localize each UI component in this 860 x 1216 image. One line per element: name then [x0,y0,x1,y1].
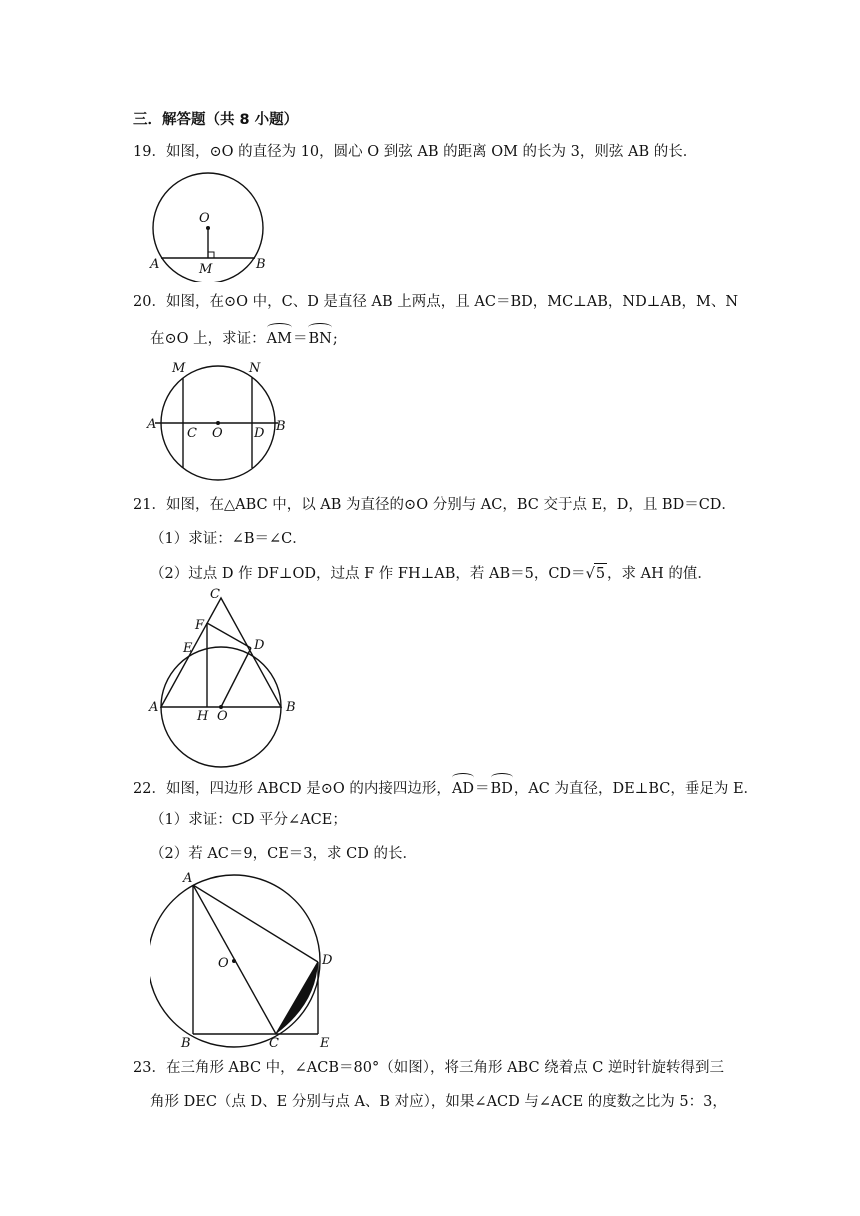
q20-center-dot [216,421,220,425]
q20-line2-prefix: 在⊙O 上，求证： [150,331,266,347]
q22-eq: ＝ [475,781,490,797]
q21-label-d: D [254,638,265,653]
q20-label-a: A [147,417,157,432]
q23-line1: 23．在三角形 ABC 中，∠ACB＝80°（如图），将三角形 ABC 绕着点 C 逆时针旋转得到三 [133,1060,724,1076]
q21-label-f: F [195,618,205,633]
q20-arc-am: AM [267,326,292,349]
q20-line2-suffix: ; [332,331,338,347]
q22-label-d: D [322,953,333,968]
q23-line2: 角形 DEC（点 D、E 分别与点 A、B 对应），如果∠ACD 与∠ACE 的度数之比为 5：3， [150,1094,727,1110]
q22-label-a: A [183,871,193,886]
q21-line3 [150,563,712,584]
q21-label-a: A [149,700,159,715]
q19-label-o: O [199,211,210,226]
q20-line2 [150,326,338,349]
q20-label-c: C [187,426,197,441]
q19-center-dot [206,226,210,230]
q21-label-o: O [217,709,228,724]
q21-segment-fd [207,623,251,648]
q22-arc-bd: BD [491,776,513,799]
q20-eq: ＝ [292,331,308,347]
q22-label-b: B [181,1036,191,1050]
q19-figure [142,172,282,282]
q22-center-dot [232,959,236,963]
q22-label-c: C [269,1036,279,1050]
q19-text: 19．如图，⊙O 的直径为 10，圆心 O 到弦 AB 的距离 OM 的长为 3，则弦 AB 的长． [133,144,698,160]
q21-sqrt-sign: √ [585,566,595,582]
q22-line1 [133,776,758,799]
q21-label-c: C [210,587,220,602]
section-title: 三．解答题（共 8 小题） [133,112,299,128]
q21-label-h: H [197,709,209,724]
q21-line2: （1）求证：∠B＝∠C． [150,531,307,547]
q22-line3: （2）若 AC＝9，CE＝3，求 CD 的长． [150,846,417,862]
q20-label-b: B [276,419,286,434]
q22-line1-prefix: 22．如图，四边形 ABCD 是⊙O 的内接四边形， [133,781,451,797]
q21-label-b: B [286,700,296,715]
q22-arc-ad: AD [452,776,474,799]
q22-line1-suffix: ，AC 为直径，DE⊥BC，垂足为 E． [513,781,759,797]
q22-segment-ad [193,885,318,962]
q21-segment-do [221,648,251,707]
q19-right-angle-mark [208,252,214,258]
q21-label-e: E [183,641,193,656]
q19-label-b: B [256,257,266,272]
q20-arc-bn: BN [308,326,331,349]
q20-label-n: N [249,361,261,376]
q19-label-m: M [199,262,213,277]
q21-sqrt-value: 5 [594,563,607,584]
q19-label-a: A [150,257,160,272]
q20-label-d: D [254,426,265,441]
q22-label-o: O [218,956,229,971]
q20-line1: 20．如图，在⊙O 中，C、D 是直径 AB 上两点，且 AC＝BD，MC⊥AB，ND⊥AB，M、N [133,294,739,310]
q22-line2: （1）求证：CD 平分∠ACE； [150,812,347,828]
q20-figure [145,358,295,482]
q20-label-o: O [212,426,223,441]
q21-line3-prefix: （2）过点 D 作 DF⊥OD，过点 F 作 FH⊥AB，若 AB＝5，CD＝ [150,566,586,582]
q22-label-e: E [320,1036,330,1050]
q21-line1: 21．如图，在△ABC 中，以 AB 为直径的⊙O 分别与 AC，BC 交于点 E，D，且 BD＝CD． [133,497,736,513]
q21-figure [145,586,305,768]
q20-label-m: M [172,361,186,376]
q22-figure [150,870,350,1050]
q21-line3-suffix: ，求 AH 的值． [607,566,712,582]
